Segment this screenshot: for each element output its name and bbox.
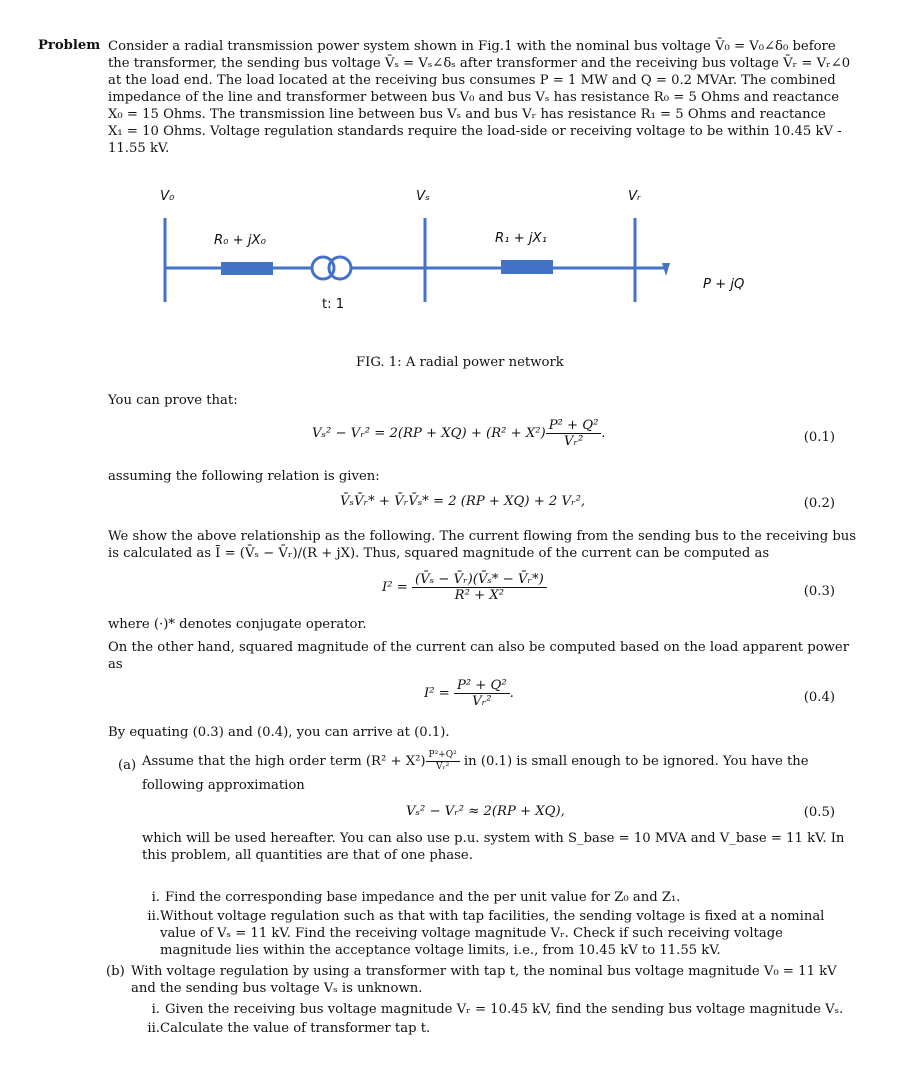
problem-line: 11.55 kV. xyxy=(108,141,170,156)
part-a-after-text xyxy=(142,830,844,864)
part-b-text xyxy=(131,963,837,997)
equation-0-3 xyxy=(382,572,547,603)
impedance-z1-label: R₁ + jX₁ xyxy=(495,231,547,246)
equation-0-2: V̄ₛV̄ᵣ* + V̄ᵣV̄ₛ* = 2 (RP + XQ) + 2 Vᵣ², xyxy=(340,494,586,509)
apparent-power-text xyxy=(108,639,849,673)
equation-0-1-lhs: Vₛ² − Vᵣ² = 2(RP + XQ) + (R² + X²) xyxy=(312,426,546,441)
part-b-line: and the sending bus voltage Vₛ is unknown. xyxy=(131,981,423,996)
part-a-after-line: which will be used hereafter. You can also use p.u. system with S_base = 10 MVA and V_base = 11 kV. In xyxy=(142,831,845,846)
item-line: magnitude lies within the acceptance voltage limits, i.e., from 10.45 kV to 11.55 kV. xyxy=(160,943,721,958)
bus-v0-label: V₀ xyxy=(160,189,175,204)
apparent-power-line: On the other hand, squared magnitude of the current can also be computed based on the load apparent power xyxy=(108,640,850,655)
impedance-z0-label: R₀ + jX₀ xyxy=(214,233,266,248)
equation-0-3-lhs: I² = xyxy=(382,580,408,595)
equation-number-0-2: (0.2) xyxy=(803,496,835,511)
part-a-text: in (0.1) is small enough to be ignored. You have the xyxy=(459,754,809,769)
problem-line: Consider a radial transmission power system shown in Fig.1 with the nominal bus voltage V̄₀ = V₀∠δ₀ before xyxy=(108,39,836,54)
equation-0-5: Vₛ² − Vᵣ² ≈ 2(RP + XQ), xyxy=(406,804,565,819)
part-b-item-i xyxy=(165,1001,843,1018)
part-a-marker: (a) xyxy=(118,758,137,773)
impedance-z0-block xyxy=(221,262,273,275)
equation-0-1-tail: . xyxy=(601,426,606,441)
fraction-numerator: (V̄ₛ − V̄ᵣ)(V̄ₛ* − V̄ᵣ*) xyxy=(412,572,547,588)
item-line: value of Vₛ = 11 kV. Find the receiving voltage magnitude Vᵣ. Check if such receiving voltage xyxy=(160,926,783,941)
derivation-line: We show the above relationship as the following. The current flowing from the sending bus to the receiving bus xyxy=(108,529,857,544)
assuming-text: assuming the following relation is given: xyxy=(108,469,380,484)
apparent-power-line: as xyxy=(108,657,123,672)
item-line: Calculate the value of transformer tap t. xyxy=(160,1021,431,1036)
fraction-numerator: P² + Q² xyxy=(454,678,510,694)
equation-0-4-tail: . xyxy=(509,686,514,701)
problem-line: X₁ = 10 Ohms. Voltage regulation standards require the load-side or receiving voltage to be within 10.45 kV - xyxy=(108,124,842,139)
item-line: Given the receiving bus voltage magnitude Vᵣ = 10.45 kV, find the sending bus voltage magnitude Vₛ. xyxy=(165,1002,844,1017)
prove-text: You can prove that: xyxy=(108,393,238,408)
item-marker: i. xyxy=(151,890,160,905)
fraction-denominator: Vᵣ² xyxy=(563,434,584,449)
equating-text: By equating (0.3) and (0.4), you can arrive at (0.1). xyxy=(108,725,450,740)
part-a-item-ii xyxy=(160,908,824,959)
part-a-after-line: this problem, all quantities are that of one phase. xyxy=(142,848,473,863)
bus-vs-label: Vₛ xyxy=(416,189,430,204)
part-b-item-ii xyxy=(160,1020,430,1037)
equation-number-0-4: (0.4) xyxy=(803,690,835,705)
radial-network-diagram xyxy=(0,0,921,400)
transformer-ratio-label: t: 1 xyxy=(322,297,345,312)
part-a-text: Assume that the high order term (R² + X²) xyxy=(142,754,426,769)
equation-0-4-lhs: I² = xyxy=(424,686,450,701)
equation-0-4 xyxy=(424,678,514,709)
fraction-numerator: P²+Q² xyxy=(426,750,460,762)
impedance-z1-block xyxy=(501,260,553,274)
part-b-marker: (b) xyxy=(106,964,125,979)
problem-line: impedance of the line and transformer between bus V₀ and bus Vₛ has resistance R₀ = 5 Ohms and reactance xyxy=(108,90,839,105)
equation-number-0-3: (0.3) xyxy=(803,584,835,599)
fraction-denominator: R² + X² xyxy=(454,588,504,603)
load-label: P + jQ xyxy=(703,277,745,292)
equation-0-4-fraction xyxy=(454,678,510,709)
transformer-winding-2 xyxy=(329,257,351,279)
item-marker: ii. xyxy=(147,909,160,924)
item-marker: ii. xyxy=(147,1021,160,1036)
problem-line: the transformer, the sending bus voltage V̄ₛ = Vₛ∠δₛ after transformer and the receiving bus voltage V̄ᵣ = Vᵣ∠0 xyxy=(108,56,851,71)
fraction-denominator: Vᵣ² xyxy=(436,762,450,772)
part-b-line: With voltage regulation by using a transformer with tap t, the nominal bus voltage magnitude V₀ = 11 kV xyxy=(131,964,837,979)
part-a-line-2: following approximation xyxy=(142,778,305,793)
part-a-item-i xyxy=(165,889,681,906)
item-marker: i. xyxy=(151,1002,160,1017)
derivation-text xyxy=(108,528,856,562)
equation-0-3-fraction xyxy=(412,572,547,603)
equation-0-1-fraction xyxy=(546,418,602,449)
equation-number-0-5: (0.5) xyxy=(803,805,835,820)
conjugate-note: where (·)* denotes conjugate operator. xyxy=(108,617,367,632)
inline-fraction xyxy=(426,750,460,773)
derivation-line: is calculated as Ī = (V̄ₛ − V̄ᵣ)/(R + jX). Thus, squared magnitude of the current can be computed as xyxy=(108,546,770,561)
bus-vr-label: Vᵣ xyxy=(628,189,641,204)
problem-line: at the load end. The load located at the receiving bus consumes P = 1 MW and Q = 0.2 MVAr. The combined xyxy=(108,73,836,88)
fraction-numerator: P² + Q² xyxy=(546,418,602,434)
item-line: Find the corresponding base impedance and the per unit value for Z₀ and Z₁. xyxy=(165,890,681,905)
equation-0-1 xyxy=(312,418,606,449)
figure-caption: FIG. 1: A radial power network xyxy=(356,355,564,370)
part-a-line-1 xyxy=(142,750,809,773)
equation-number-0-1: (0.1) xyxy=(803,430,835,445)
problem-heading: Problem xyxy=(38,38,101,53)
fraction-denominator: Vᵣ² xyxy=(472,694,492,709)
problem-line: X₀ = 15 Ohms. The transmission line between bus Vₛ and bus Vᵣ has resistance R₁ = 5 Ohms and reactance xyxy=(108,107,826,122)
item-line: Without voltage regulation such as that with tap facilities, the sending voltage is fixed at a nominal xyxy=(160,909,825,924)
